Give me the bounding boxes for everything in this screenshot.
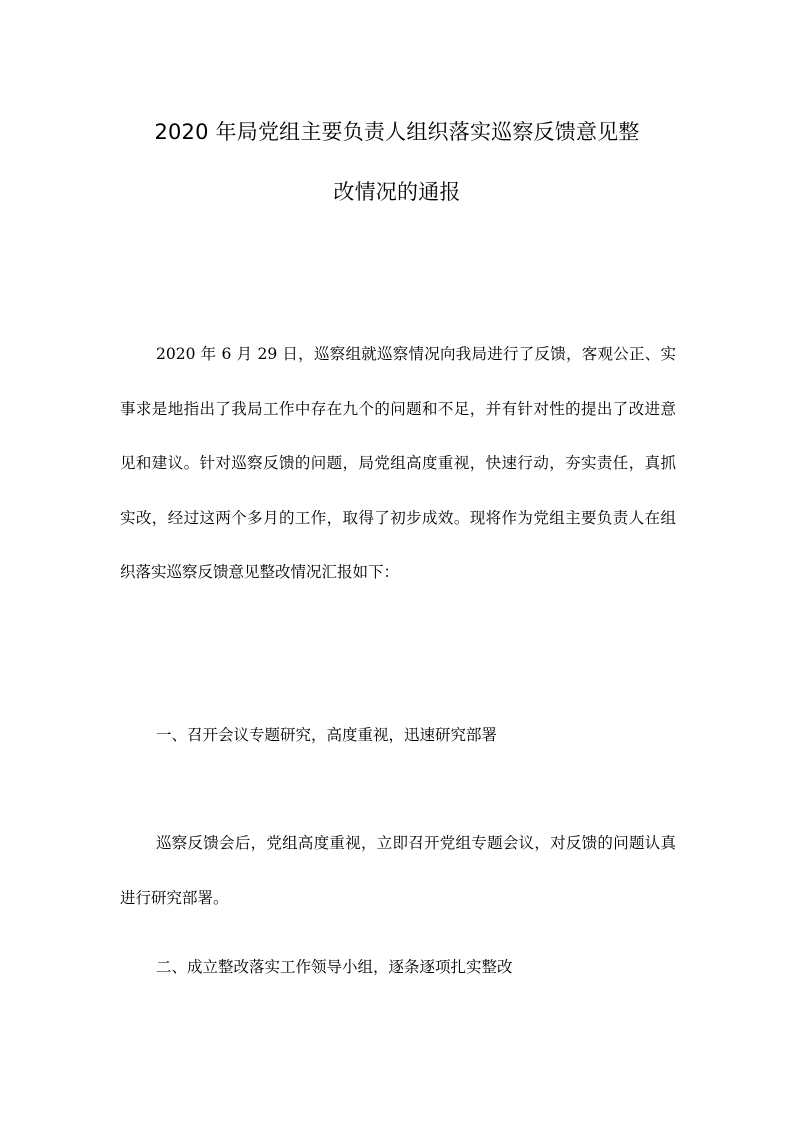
section-heading-2: 二、成立整改落实工作领导小组，逐条逐项扎实整改 — [156, 958, 513, 976]
document-title-line-1: 2020 年局党组主要负责人组织落实巡察反馈意见整 — [154, 120, 640, 144]
section-heading-1: 一、召开会议专题研究，高度重视，迅速研究部署 — [156, 726, 498, 744]
document-title-line-2: 改情况的通报 — [333, 180, 461, 204]
intro-paragraph: 2020 年 6 月 29 日，巡察组就巡察情况向我局进行了反馈，客观公正、实事求是地指出了我局工作中存在九个的问题和不足，并有针对性的提出了改进意见和建议。针对巡察反馈的问题，局党组高度重视，快速行动，夯实责任，真抓实改，经过这两个多月的工作，取得了初步成效。现将作为党组主要负责人在组织落实巡察反馈意见整改情况汇报如下： — [120, 345, 676, 581]
section-1-paragraph: 巡察反馈会后，党组高度重视，立即召开党组专题会议，对反馈的问题认真进行研究部署。 — [120, 834, 676, 907]
